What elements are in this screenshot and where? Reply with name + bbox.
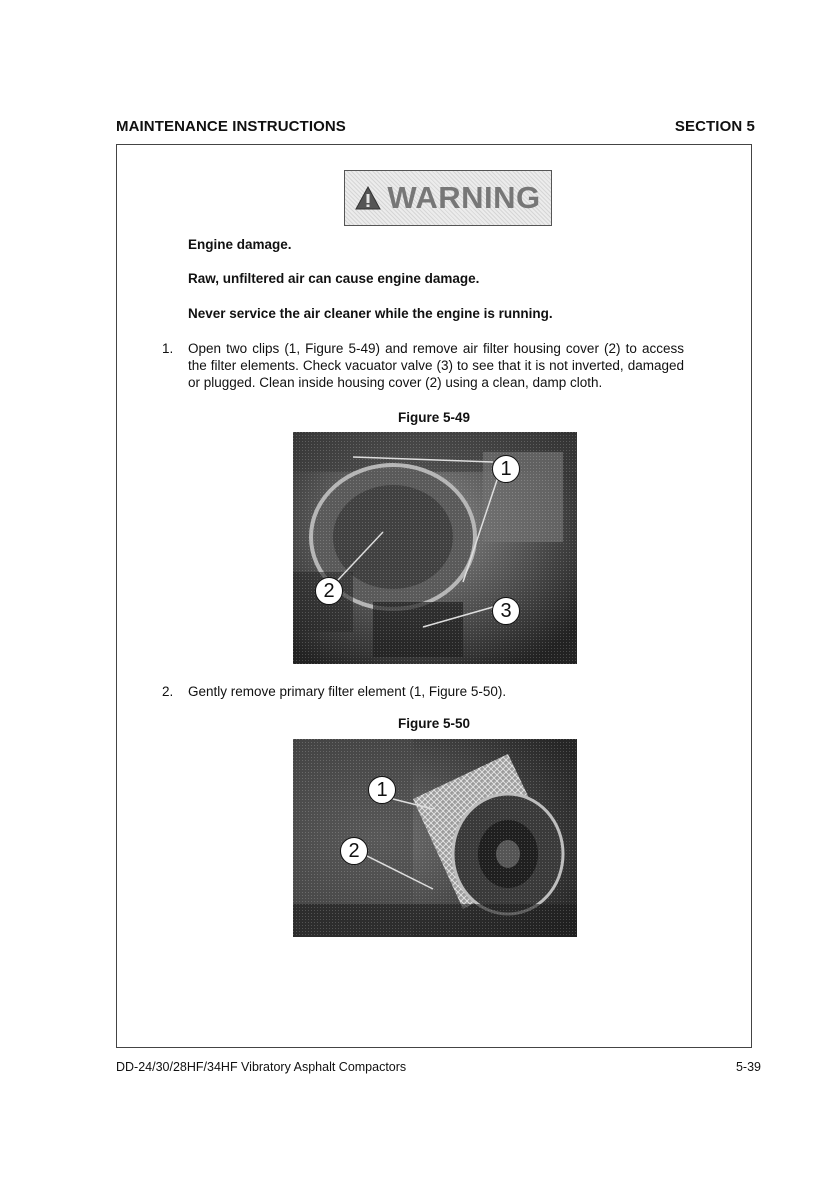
- step-text: Open two clips (1, Figure 5-49) and remove air filter housing cover (2) to access the filter elements. Check vacuator valve (3) to see that it is not inverted, damaged or plugged. Clean inside housing cover (2) using a clean, damp cloth.: [188, 341, 684, 390]
- warning-line: Engine damage.: [188, 237, 292, 252]
- page-number: 5-39: [735, 1060, 761, 1074]
- warning-line: Raw, unfiltered air can cause engine damage.: [188, 271, 480, 286]
- section-header-number: SECTION 5: [674, 118, 755, 135]
- warning-label: WARNING: [387, 180, 541, 215]
- figure-caption: Figure 5-49: [397, 410, 471, 425]
- step-item: [162, 683, 684, 701]
- figure-callout: 2: [315, 577, 343, 605]
- figure-photo-air-filter-housing: [293, 432, 577, 664]
- step-number: 2.: [162, 684, 174, 699]
- footer-title: DD-24/30/28HF/34HF Vibratory Asphalt Compactors: [116, 1060, 407, 1074]
- step-number: 1.: [162, 341, 174, 356]
- figure-callout: 2: [340, 837, 368, 865]
- figure-caption: Figure 5-50: [397, 716, 471, 731]
- section-header-title: MAINTENANCE INSTRUCTIONS: [116, 118, 346, 135]
- warning-line: Never service the air cleaner while the engine is running.: [188, 306, 553, 321]
- figure-callout: 1: [492, 455, 520, 483]
- figure-photo-primary-filter: [293, 739, 577, 937]
- warning-triangle-icon: [355, 185, 381, 211]
- step-item: [162, 340, 684, 394]
- warning-banner: [344, 170, 552, 226]
- figure-callout: 1: [368, 776, 396, 804]
- step-text: Gently remove primary filter element (1, Figure 5-50).: [188, 684, 507, 699]
- figure-callout: 3: [492, 597, 520, 625]
